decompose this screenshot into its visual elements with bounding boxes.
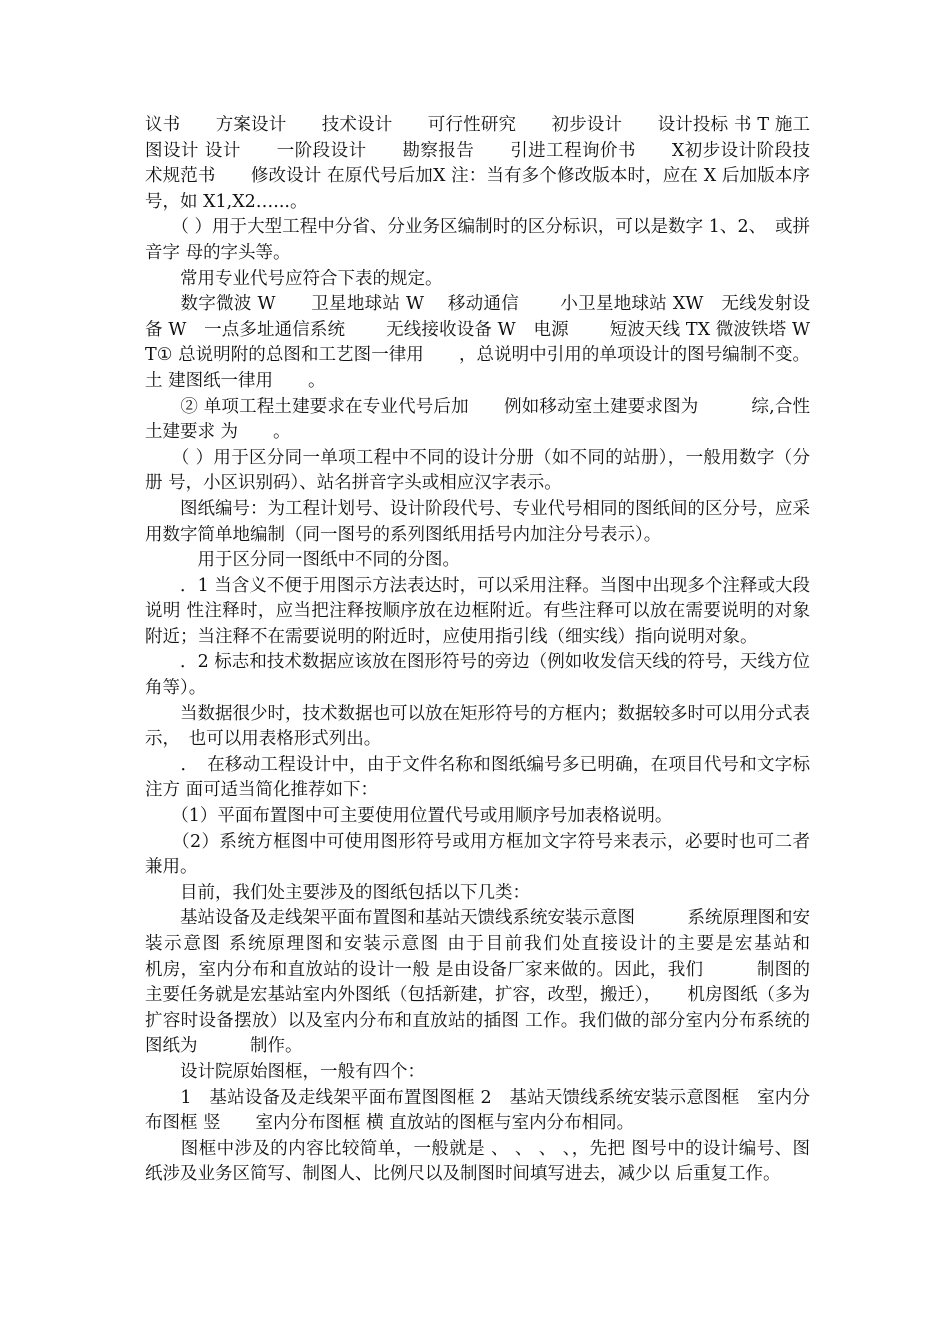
- paragraph-8: 用于区分同一图纸中不同的分图。: [145, 550, 460, 571]
- paragraph-16: 基站设备及走线架平面布置图和基站天馈线系统安装示意图 系统原理图和安装示意图 系统原理图和安装示意图 由于目前我们处直接设计的主要是宏基站和 机房，室内分布和直放站的设计一般 是由设备厂家来做的。因此，我们 制图的主要任务就是宏基站室内外图纸（包括新建，扩容，改型，搬迁）， 机房图纸（多为扩容时设备摆放）以及室内分布和直放站的插图 工作。我们做的部分室内分布系统的图纸为 制作。: [145, 908, 863, 1057]
- paragraph-14: （2）系统方框图中可使用图形符号或用方框加文字符号来表示，必要时也可二者兼用。: [145, 831, 810, 878]
- paragraph-18: 1 基站设备及走线架平面布置图图框 2 基站天馈线系统安装示意图框 室内分布图框 竖 室内分布图框 横 直放站的图框与室内分布相同。: [145, 1087, 810, 1134]
- paragraph-5: ② 单项工程土建要求在专业代号后加 例如移动室土建要求图为 综,合性土建要求 为 。: [145, 396, 810, 443]
- paragraph-9: ．1 当含义不便于用图示方法表达时，可以采用注释。当图中出现多个注释或大段说明 性注释时，应当把注释按顺序放在边框附近。有些注释可以放在需要说明的对象附近；当注释不在需要说明的附近时，应使用指引线（细实线）指向说明对象。: [145, 575, 810, 647]
- paragraph-13: （1）平面布置图中可主要使用位置代号或用顺序号加表格说明。: [145, 806, 673, 827]
- paragraph-15: 目前，我们处主要涉及的图纸包括以下几类：: [145, 882, 530, 903]
- paragraph-4: 数字微波 W 卫星地球站 W 移动通信 小卫星地球站 XW 无线发射设备 W 一点多址通信系统 无线接收设备 W 电源 短波天线 TX 微波铁塔 WT① 总说明附的总图和工艺图一律用 ，总说明中引用的单项设计的图号编制不变。土 建图纸一律用 。: [145, 294, 810, 391]
- paragraph-6: （ ）用于区分同一单项工程中不同的设计分册（如不同的站册），一般用数字（分册 号，小区识别码）、站名拼音字头或相应汉字表示。: [145, 447, 810, 494]
- paragraph-3: 常用专业代号应符合下表的规定。: [145, 268, 443, 289]
- paragraph-10: ．2 标志和技术数据应该放在图形符号的旁边（例如收发信天线的符号，天线方位角等）。: [145, 652, 810, 699]
- paragraph-17: 设计院原始图框，一般有四个：: [145, 1061, 425, 1082]
- document-body: [145, 113, 863, 1188]
- paragraph-2: （ ）用于大型工程中分省、分业务区编制时的区分标识，可以是数字 1、2、 或拼音字 母的字头等。: [145, 217, 810, 263]
- paragraph-11: 当数据很少时，技术数据也可以放在矩形符号的方框内；数据较多时可以用分式表示， 也可以用表格形式列出。: [145, 703, 810, 750]
- paragraph-7: 图纸编号：为工程计划号、设计阶段代号、专业代号相同的图纸间的区分号，应采 用数字简单地编制（同一图号的系列图纸用括号内加注分号表示）。: [145, 498, 816, 545]
- paragraph-12: ． 在移动工程设计中，由于文件名称和图纸编号多已明确，在项目代号和文字标注方 面可适当简化推荐如下：: [145, 754, 810, 801]
- paragraph-19: 图框中涉及的内容比较简单，一般就是 、 、 、 、，先把 图号中的设计编号、图纸涉及业务区简写、制图人、比例尺以及制图时间填写进去，减少以 后重复工作。: [145, 1138, 810, 1185]
- paragraph-1: 议书 方案设计 技术设计 可行性研究 初步设计 设计投标 书 T 施工图设计 设计 一阶段设计 勘察报告 引进工程询价书 X初步设计阶段技术规范书 修改设计 在原代号后加X 注：当有多个修改版本时，应在 X 后加版本序号，如 X1,X2…...。: [145, 115, 810, 212]
